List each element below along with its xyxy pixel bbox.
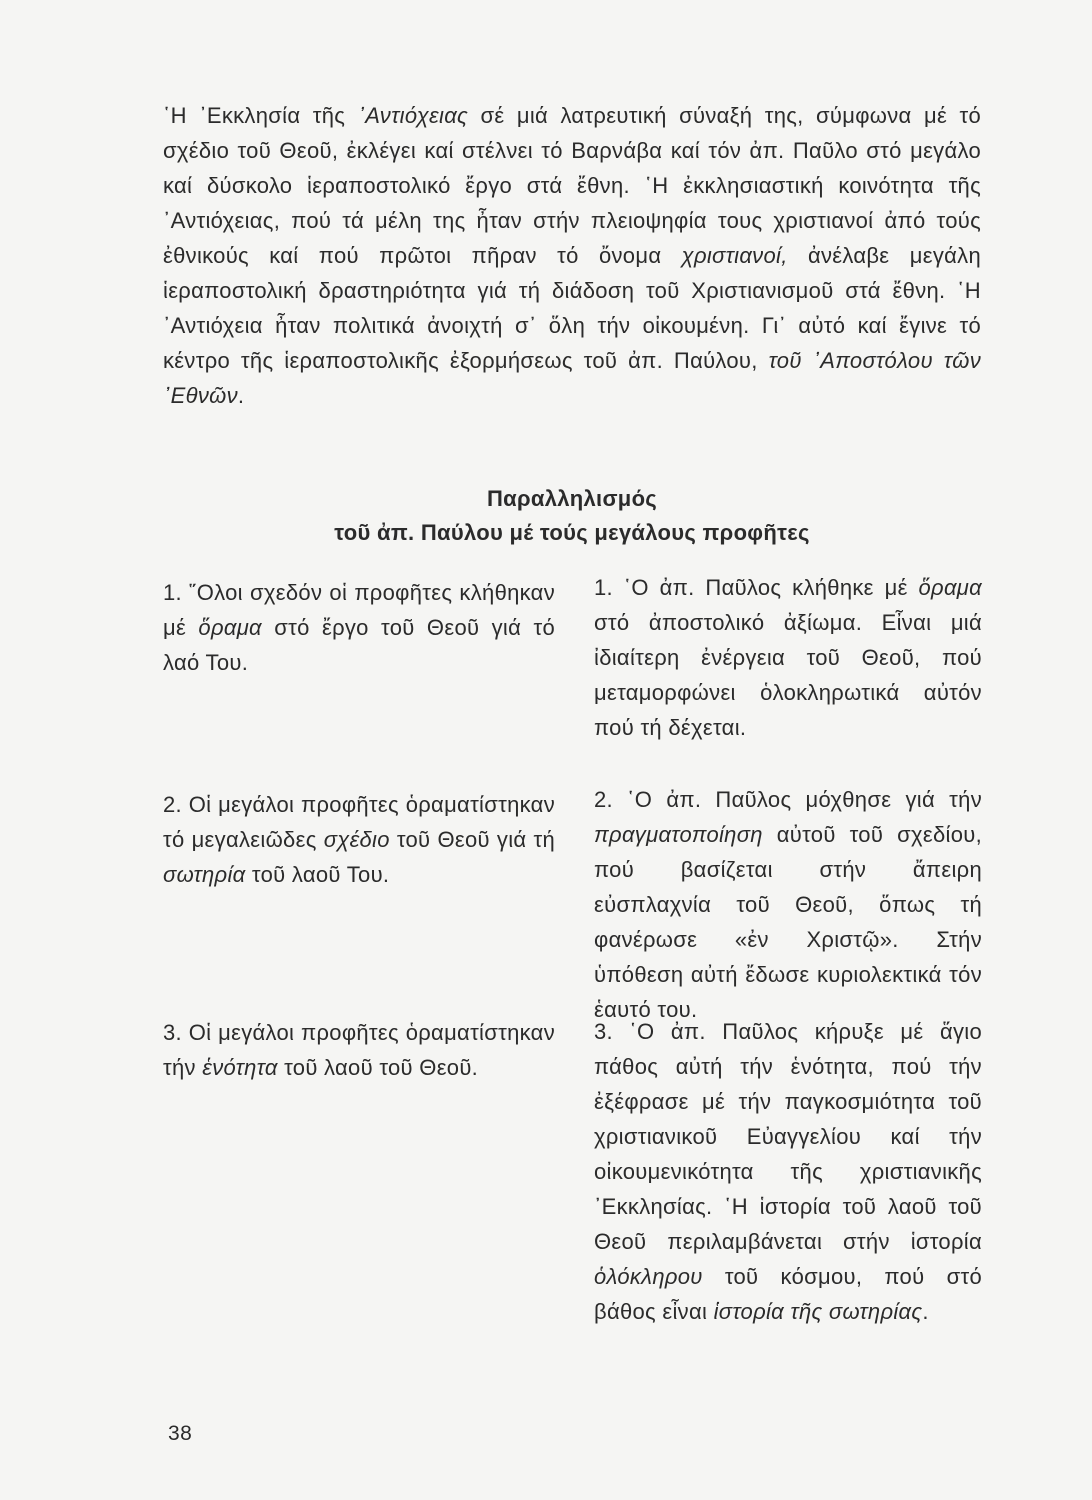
left-item-1: 1. ῞Ολοι σχεδόν οἱ προφῆτες κλήθηκαν μέ ὅραμα στό ἔργο τοῦ Θεοῦ γιά τό λαό Του. (163, 580, 555, 675)
right-item-1: 1. ῾Ο ἀπ. Παῦλος κλήθηκε μέ ὅραμα στό ἀποστολικό ἀξίωμα. Εἶναι μιά ἰδιαίτερη ἐνέργεια τοῦ Θεοῦ, πού μεταμορφώνει ὁλοκληρωτικά αὐτόν πού τή δέχεται. (594, 575, 982, 740)
intro-paragraph (163, 98, 981, 413)
section-title-line-2: τοῦ ἀπ. Παύλου μέ τούς μεγάλους προφῆτες (334, 520, 810, 545)
section-title (163, 482, 981, 550)
right-item-2: 2. ῾Ο ἀπ. Παῦλος μόχθησε γιά τήν πραγματοποίηση αὐτοῦ τοῦ σχεδίου, πού βασίζεται στήν ἄπειρη εὐσπλαχνία τοῦ Θεοῦ, ὅπως τή φανέρωσε «ἐν Χριστῷ». Στήν ὑπόθεση αὐτή ἔδωσε κυριολεκτικά τόν ἑαυτό του. (594, 787, 982, 1022)
page-number: 38 (168, 1422, 193, 1445)
section-title-line-1: Παραλληλισμός (486, 486, 658, 511)
intro-text: ῾Η ᾽Εκκλησία τῆς ᾽Αντιόχειας σέ μιά λατρευτική σύναξή της, σύμφωνα μέ τό σχέδιο τοῦ Θεοῦ, ἐκλέγει καί στέλνει τό Βαρνάβα καί τόν ἀπ. Παῦλο στό μεγάλο καί δύσκολο ἱεραποστολικό ἔργο στά ἔθνη. ῾Η ἐκκλησιαστική κοινότητα τῆς ᾽Αντιόχειας, πού τά μέλη της ἦταν στήν πλειοψηφία τους χριστιανοί ἀπό τούς ἐθνικούς καί πού πρῶτοι πῆραν τό ὄνομα χριστιανοί, ἀνέλαβε μεγάλη ἱεραποστολική δραστηριότητα γιά τή διάδοση τοῦ Χριστιανισμοῦ στά ἔθνη. ῾Η ᾽Αντιόχεια ἦταν πολιτικά ἀνοιχτή σ᾽ ὅλη τήν οἰκουμένη. Γι᾽ αὐτό καί ἔγινε τό κέντρο τῆς ἱεραποστολικῆς ἐξορμήσεως τοῦ ἀπ. Παύλου, τοῦ ᾽Αποστόλου τῶν ᾽Εθνῶν. (163, 103, 981, 408)
right-item-3: 3. ῾Ο ἀπ. Παῦλος κήρυξε μέ ἅγιο πάθος αὐτή τήν ἑνότητα, πού τήν ἐξέφρασε μέ τήν παγκοσμιότητα τοῦ χριστιανικοῦ Εὐαγγελίου καί τήν οἰκουμενικότητα τῆς χριστιανικῆς ᾽Εκκλησίας. ῾Η ἱστορία τοῦ λαοῦ τοῦ Θεοῦ περιλαμβάνεται στήν ἱστορία ὁλόκληρου τοῦ κόσμου, πού στό βάθος εἶναι ἱστορία τῆς σωτηρίας. (594, 1019, 982, 1324)
left-item-2: 2. Οἱ μεγάλοι προφῆτες ὁραματίστηκαν τό μεγαλειῶδες σχέδιο τοῦ Θεοῦ γιά τή σωτηρία τοῦ λαοῦ Του. (163, 792, 555, 887)
left-item-3: 3. Οἱ μεγάλοι προφῆτες ὁραματίστηκαν τήν ἑνότητα τοῦ λαοῦ τοῦ Θεοῦ. (163, 1020, 555, 1080)
